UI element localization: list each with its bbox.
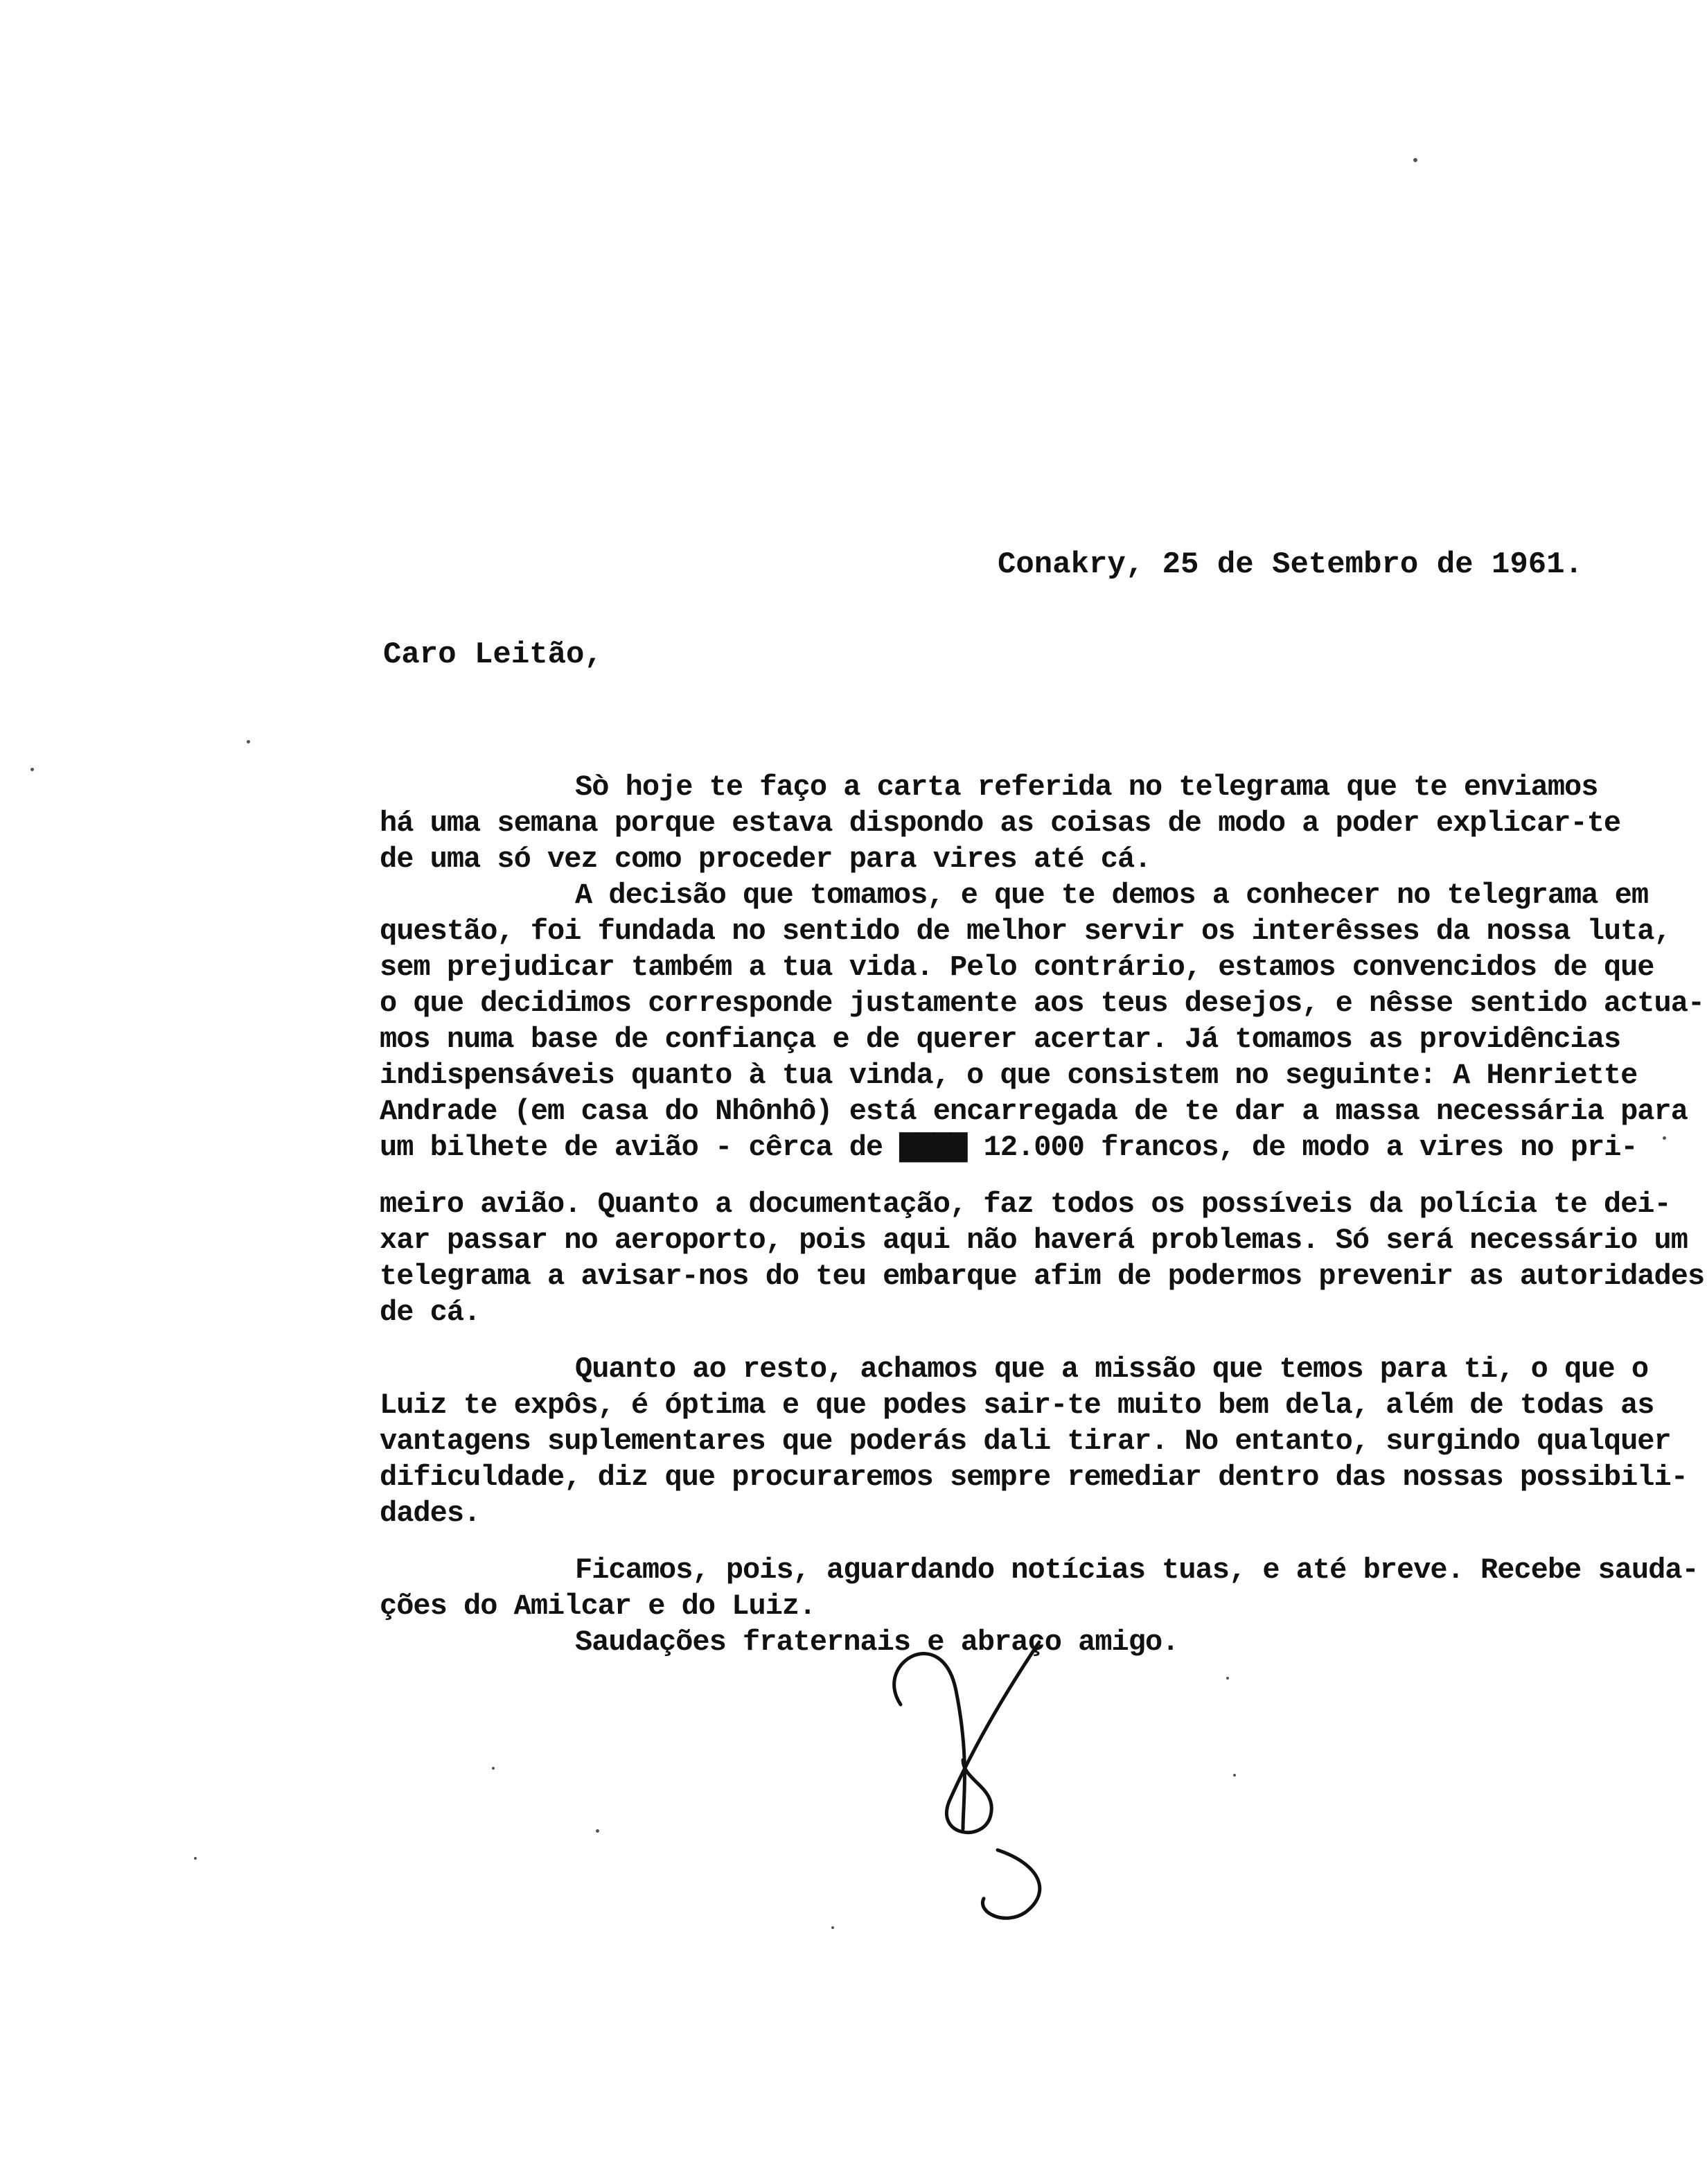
body-line: A decisão que tomamos, e que te demos a conhecer no telegrama em — [575, 879, 1649, 912]
handwritten-signature — [859, 1621, 1067, 1926]
body-line: indispensáveis quanto à tua vinda, o que consistem no seguinte: A Henriette — [380, 1059, 1638, 1092]
body-line: telegrama a avisar-nos do teu embarque afim de podermos prevenir as autoridades — [380, 1260, 1705, 1293]
body-line: xar passar no aeroporto, pois aqui não haverá problemas. Só será necessário um — [380, 1224, 1688, 1257]
body-line: o que decidimos corresponde justamente aos teus desejos, e nêsse sentido actua- — [380, 987, 1705, 1020]
paragraph-2 — [380, 877, 1705, 1330]
body-line: dificuldade, diz que procuraremos sempre remediar dentro das nossas possibili- — [380, 1461, 1688, 1494]
scan-speck — [831, 1926, 834, 1929]
closing-line: Saudações fraternais e abraço amigo. — [575, 1626, 1179, 1659]
body-line: dades. — [380, 1497, 481, 1530]
body-line: vantagens suplementares que poderás dali tirar. No entanto, surgindo qualquer — [380, 1425, 1671, 1458]
body-line: Luiz te expôs, é óptima e que podes sair-te muito bem dela, além de todas as — [380, 1389, 1654, 1422]
body-line: mos numa base de confiança e de querer acertar. Já tomamos as providências — [380, 1023, 1621, 1056]
body-line: sem prejudicar também a tua vida. Pelo contrário, estamos convencidos de que — [380, 951, 1654, 984]
body-line: ções do Amilcar e do Luiz. — [380, 1589, 816, 1623]
scan-speck — [1413, 158, 1417, 162]
scan-speck — [30, 768, 34, 771]
body-line: de uma só vez como proceder para vires até cá. — [380, 843, 1151, 876]
salutation: Caro Leitão, — [383, 637, 603, 672]
body-line: há uma semana porque estava dispondo as coisas de modo a poder explicar-te — [380, 807, 1621, 840]
line-gap — [380, 1165, 1682, 1186]
paragraph-gap — [380, 1330, 1682, 1351]
scan-speck — [492, 1767, 495, 1770]
body-line: um bilhete de avião - cêrca de ▇▇▇▇ 12.000 francos, de modo a vires no pri- — [380, 1131, 1638, 1164]
body-line: questão, foi fundada no sentido de melhor servir os interêsses da nossa luta, — [380, 915, 1671, 948]
scan-speck — [1663, 1136, 1666, 1140]
body-line: de cá. — [380, 1296, 481, 1329]
paragraph-1 — [380, 769, 1682, 877]
scan-speck — [596, 1829, 599, 1833]
paragraph-gap — [380, 1531, 1682, 1552]
body-line: meiro avião. Quanto a documentação, faz todos os possíveis da polícia te dei- — [380, 1188, 1671, 1221]
body-line: Sò hoje te faço a carta referida no telegrama que te enviamos — [575, 770, 1598, 804]
scan-speck — [247, 740, 250, 743]
scan-speck — [194, 1857, 197, 1860]
scan-speck — [1233, 1774, 1236, 1777]
body-line: Ficamos, pois, aguardando notícias tuas, e até breve. Recebe sauda- — [575, 1553, 1699, 1587]
body-line: Andrade (em casa do Nhônhô) está encarregada de te dar a massa necessária para — [380, 1095, 1688, 1128]
scan-speck — [1226, 1677, 1229, 1680]
paragraph-3 — [380, 1351, 1688, 1531]
dateline: Conakry, 25 de Setembro de 1961. — [998, 547, 1583, 582]
letter-body — [380, 769, 1705, 1660]
body-line: Quanto ao resto, achamos que a missão que temos para ti, o que o — [575, 1353, 1649, 1386]
